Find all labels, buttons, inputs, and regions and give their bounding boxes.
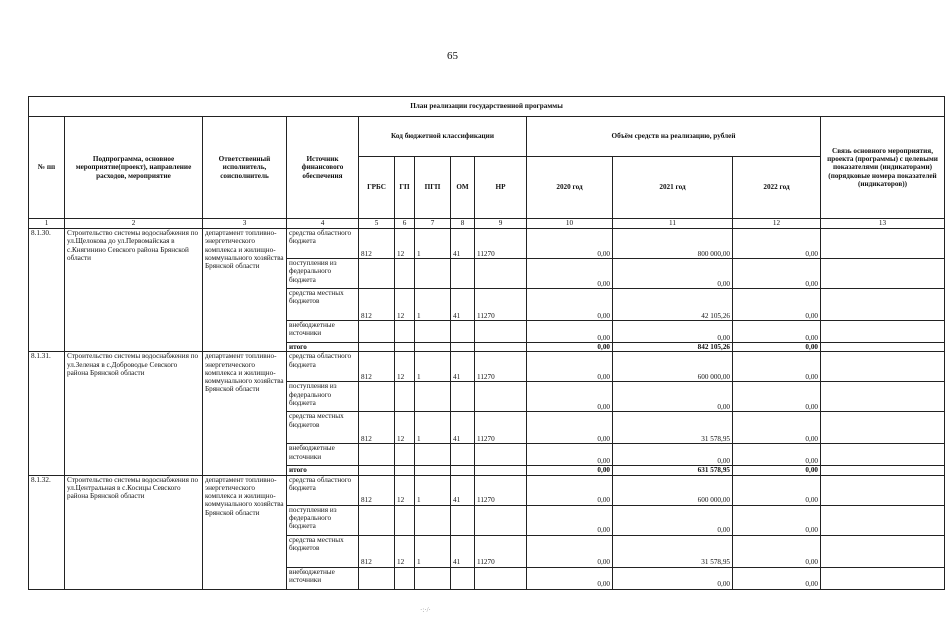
indicator-link-cell: [821, 505, 945, 535]
funding-source: поступления из федерального бюджета: [287, 259, 359, 289]
indicator-link-cell: [821, 382, 945, 412]
code-om: 41: [451, 535, 475, 567]
code-gp: 12: [395, 412, 415, 444]
code-nr: 11270: [475, 412, 527, 444]
header-om: ОМ: [451, 157, 475, 219]
amount-v2020: 0,00: [527, 505, 613, 535]
code-pgp: 1: [415, 535, 451, 567]
indicator-link-cell: [821, 229, 945, 259]
amount-v2022: 0,00: [733, 343, 821, 352]
code-nr: [475, 382, 527, 412]
code-pgp: [415, 382, 451, 412]
column-number: 9: [475, 219, 527, 229]
column-number: 4: [287, 219, 359, 229]
code-om: [451, 466, 475, 475]
amount-v2021: 0,00: [613, 444, 733, 466]
code-grbs: 812: [359, 289, 395, 321]
amount-v2021: 31 578,95: [613, 535, 733, 567]
amount-v2020: 0,00: [527, 229, 613, 259]
code-pgp: 1: [415, 475, 451, 505]
code-pgp: [415, 444, 451, 466]
amount-v2021: 31 578,95: [613, 412, 733, 444]
header-2020: 2020 год: [527, 157, 613, 219]
column-number: 12: [733, 219, 821, 229]
amount-v2022: 0,00: [733, 259, 821, 289]
code-nr: [475, 343, 527, 352]
header-kbk: Код бюджетной классификации: [359, 117, 527, 157]
code-pgp: 1: [415, 412, 451, 444]
amount-v2021: 42 105,26: [613, 289, 733, 321]
item-executor: департамент топливно-энергетического комплекса и жилищно-коммунального хозяйства Брянской области: [203, 475, 287, 589]
code-gp: 12: [395, 229, 415, 259]
code-grbs: 812: [359, 535, 395, 567]
table-title: План реализации государственной программы: [29, 97, 945, 117]
header-grbs: ГРБС: [359, 157, 395, 219]
amount-v2020: 0,00: [527, 259, 613, 289]
amount-v2022: 0,00: [733, 475, 821, 505]
indicator-link-cell: [821, 412, 945, 444]
amount-v2022: 0,00: [733, 535, 821, 567]
code-nr: [475, 444, 527, 466]
code-nr: 11270: [475, 535, 527, 567]
code-nr: [475, 466, 527, 475]
amount-v2020: 0,00: [527, 567, 613, 589]
code-gp: [395, 321, 415, 343]
item-name: Строительство системы водоснабжения по ул.Щелокова до ул.Первомайская в с.Княгинино Севского района Брянской области: [65, 229, 203, 352]
amount-v2020: 0,00: [527, 352, 613, 382]
amount-v2022: 0,00: [733, 412, 821, 444]
code-grbs: 812: [359, 475, 395, 505]
header-link: Связь основного мероприятия, проекта (программы) с целевыми показателями (индикаторами) (порядковые номера показателей (индикаторов)): [821, 117, 945, 219]
indicator-link-cell: [821, 466, 945, 475]
indicator-link-cell: [821, 343, 945, 352]
header-2021: 2021 год: [613, 157, 733, 219]
amount-v2021: 0,00: [613, 567, 733, 589]
column-number: 10: [527, 219, 613, 229]
item-name: Строительство системы водоснабжения по ул.Зеленая в с.Доброводье Севского района Брянской области: [65, 352, 203, 475]
indicator-link-cell: [821, 352, 945, 382]
amount-v2021: 0,00: [613, 505, 733, 535]
amount-v2021: 631 578,95: [613, 466, 733, 475]
amount-v2021: 842 105,26: [613, 343, 733, 352]
code-grbs: 812: [359, 352, 395, 382]
code-gp: [395, 343, 415, 352]
indicator-link-cell: [821, 475, 945, 505]
indicator-link-cell: [821, 567, 945, 589]
amount-v2020: 0,00: [527, 535, 613, 567]
code-grbs: [359, 259, 395, 289]
code-grbs: [359, 321, 395, 343]
amount-v2021: 800 000,00: [613, 229, 733, 259]
header-source: Источник финансового обеспечения: [287, 117, 359, 219]
amount-v2022: 0,00: [733, 321, 821, 343]
amount-v2022: 0,00: [733, 444, 821, 466]
header-2022: 2022 год: [733, 157, 821, 219]
funding-source: средства местных бюджетов: [287, 289, 359, 321]
amount-v2021: 0,00: [613, 382, 733, 412]
code-pgp: 1: [415, 229, 451, 259]
page-number: 65: [447, 50, 458, 62]
amount-v2020: 0,00: [527, 382, 613, 412]
code-grbs: [359, 444, 395, 466]
code-gp: [395, 259, 415, 289]
code-pgp: [415, 567, 451, 589]
column-number: 5: [359, 219, 395, 229]
code-gp: 12: [395, 352, 415, 382]
amount-v2022: 0,00: [733, 289, 821, 321]
table-row: [29, 352, 945, 382]
code-pgp: 1: [415, 289, 451, 321]
funding-source: итого: [287, 466, 359, 475]
code-om: 41: [451, 229, 475, 259]
column-number: 8: [451, 219, 475, 229]
funding-source: поступления из федерального бюджета: [287, 382, 359, 412]
funding-source: итого: [287, 343, 359, 352]
amount-v2022: 0,00: [733, 567, 821, 589]
code-nr: [475, 567, 527, 589]
code-pgp: [415, 505, 451, 535]
funding-source: средства местных бюджетов: [287, 412, 359, 444]
funding-source: поступления из федерального бюджета: [287, 505, 359, 535]
column-number: 2: [65, 219, 203, 229]
code-grbs: [359, 505, 395, 535]
code-om: 41: [451, 475, 475, 505]
header-subprogram: Подпрограмма, основное мероприятие(проект), направление расходов, мероприятие: [65, 117, 203, 219]
indicator-link-cell: [821, 259, 945, 289]
code-om: [451, 343, 475, 352]
column-number: 11: [613, 219, 733, 229]
column-numbers-row: [29, 219, 945, 229]
code-om: [451, 321, 475, 343]
code-om: [451, 382, 475, 412]
funding-source: средства областного бюджета: [287, 352, 359, 382]
table-row: [29, 229, 945, 259]
code-pgp: [415, 259, 451, 289]
code-nr: 11270: [475, 475, 527, 505]
code-nr: [475, 505, 527, 535]
header-npp: № пп: [29, 117, 65, 219]
code-pgp: [415, 343, 451, 352]
indicator-link-cell: [821, 444, 945, 466]
code-grbs: 812: [359, 412, 395, 444]
amount-v2020: 0,00: [527, 321, 613, 343]
code-om: [451, 567, 475, 589]
item-executor: департамент топливно-энергетического комплекса и жилищно-коммунального хозяйства Брянской области: [203, 352, 287, 475]
table-body: [29, 229, 945, 590]
header-nr: НР: [475, 157, 527, 219]
code-nr: [475, 259, 527, 289]
amount-v2020: 0,00: [527, 444, 613, 466]
amount-v2020: 0,00: [527, 466, 613, 475]
code-om: 41: [451, 352, 475, 382]
amount-v2021: 0,00: [613, 321, 733, 343]
funding-source: внебюджетные источники: [287, 444, 359, 466]
code-gp: [395, 567, 415, 589]
amount-v2020: 0,00: [527, 343, 613, 352]
amount-v2022: 0,00: [733, 352, 821, 382]
funding-source: внебюджетные источники: [287, 321, 359, 343]
amount-v2022: 0,00: [733, 229, 821, 259]
code-om: 41: [451, 289, 475, 321]
item-number: 8.1.30.: [29, 229, 65, 352]
indicator-link-cell: [821, 321, 945, 343]
code-grbs: [359, 466, 395, 475]
indicator-link-cell: [821, 535, 945, 567]
header-gp: ГП: [395, 157, 415, 219]
program-plan-table: [28, 96, 945, 590]
amount-v2020: 0,00: [527, 412, 613, 444]
table-row: [29, 475, 945, 505]
amount-v2021: 600 000,00: [613, 352, 733, 382]
code-gp: [395, 466, 415, 475]
header-executor: Ответственный исполнитель, соисполнитель: [203, 117, 287, 219]
scan-mark: ·:·/·: [420, 606, 431, 614]
code-om: 41: [451, 412, 475, 444]
code-om: [451, 505, 475, 535]
column-number: 6: [395, 219, 415, 229]
column-number: 1: [29, 219, 65, 229]
code-gp: 12: [395, 535, 415, 567]
code-pgp: [415, 321, 451, 343]
code-nr: [475, 321, 527, 343]
code-grbs: [359, 343, 395, 352]
amount-v2021: 0,00: [613, 259, 733, 289]
code-nr: 11270: [475, 352, 527, 382]
funding-source: внебюджетные источники: [287, 567, 359, 589]
code-om: [451, 444, 475, 466]
header-volume: Объём средств на реализацию, рублей: [527, 117, 821, 157]
item-executor: департамент топливно-энергетического комплекса и жилищно-коммунального хозяйства Брянской области: [203, 229, 287, 352]
funding-source: средства областного бюджета: [287, 475, 359, 505]
code-nr: 11270: [475, 289, 527, 321]
code-gp: [395, 444, 415, 466]
item-name: Строительство системы водоснабжения по ул.Центральная в с.Косицы Севского района Брянской области: [65, 475, 203, 589]
code-pgp: 1: [415, 352, 451, 382]
amount-v2022: 0,00: [733, 466, 821, 475]
code-nr: 11270: [475, 229, 527, 259]
amount-v2020: 0,00: [527, 289, 613, 321]
code-gp: 12: [395, 289, 415, 321]
amount-v2021: 600 000,00: [613, 475, 733, 505]
funding-source: средства областного бюджета: [287, 229, 359, 259]
code-grbs: 812: [359, 229, 395, 259]
amount-v2022: 0,00: [733, 505, 821, 535]
item-number: 8.1.32.: [29, 475, 65, 589]
code-gp: [395, 505, 415, 535]
header-pgp: ПГП: [415, 157, 451, 219]
amount-v2020: 0,00: [527, 475, 613, 505]
code-grbs: [359, 567, 395, 589]
code-pgp: [415, 466, 451, 475]
column-number: 3: [203, 219, 287, 229]
indicator-link-cell: [821, 289, 945, 321]
item-number: 8.1.31.: [29, 352, 65, 475]
funding-source: средства местных бюджетов: [287, 535, 359, 567]
column-number: 13: [821, 219, 945, 229]
amount-v2022: 0,00: [733, 382, 821, 412]
code-gp: 12: [395, 475, 415, 505]
column-number: 7: [415, 219, 451, 229]
code-gp: [395, 382, 415, 412]
code-om: [451, 259, 475, 289]
code-grbs: [359, 382, 395, 412]
